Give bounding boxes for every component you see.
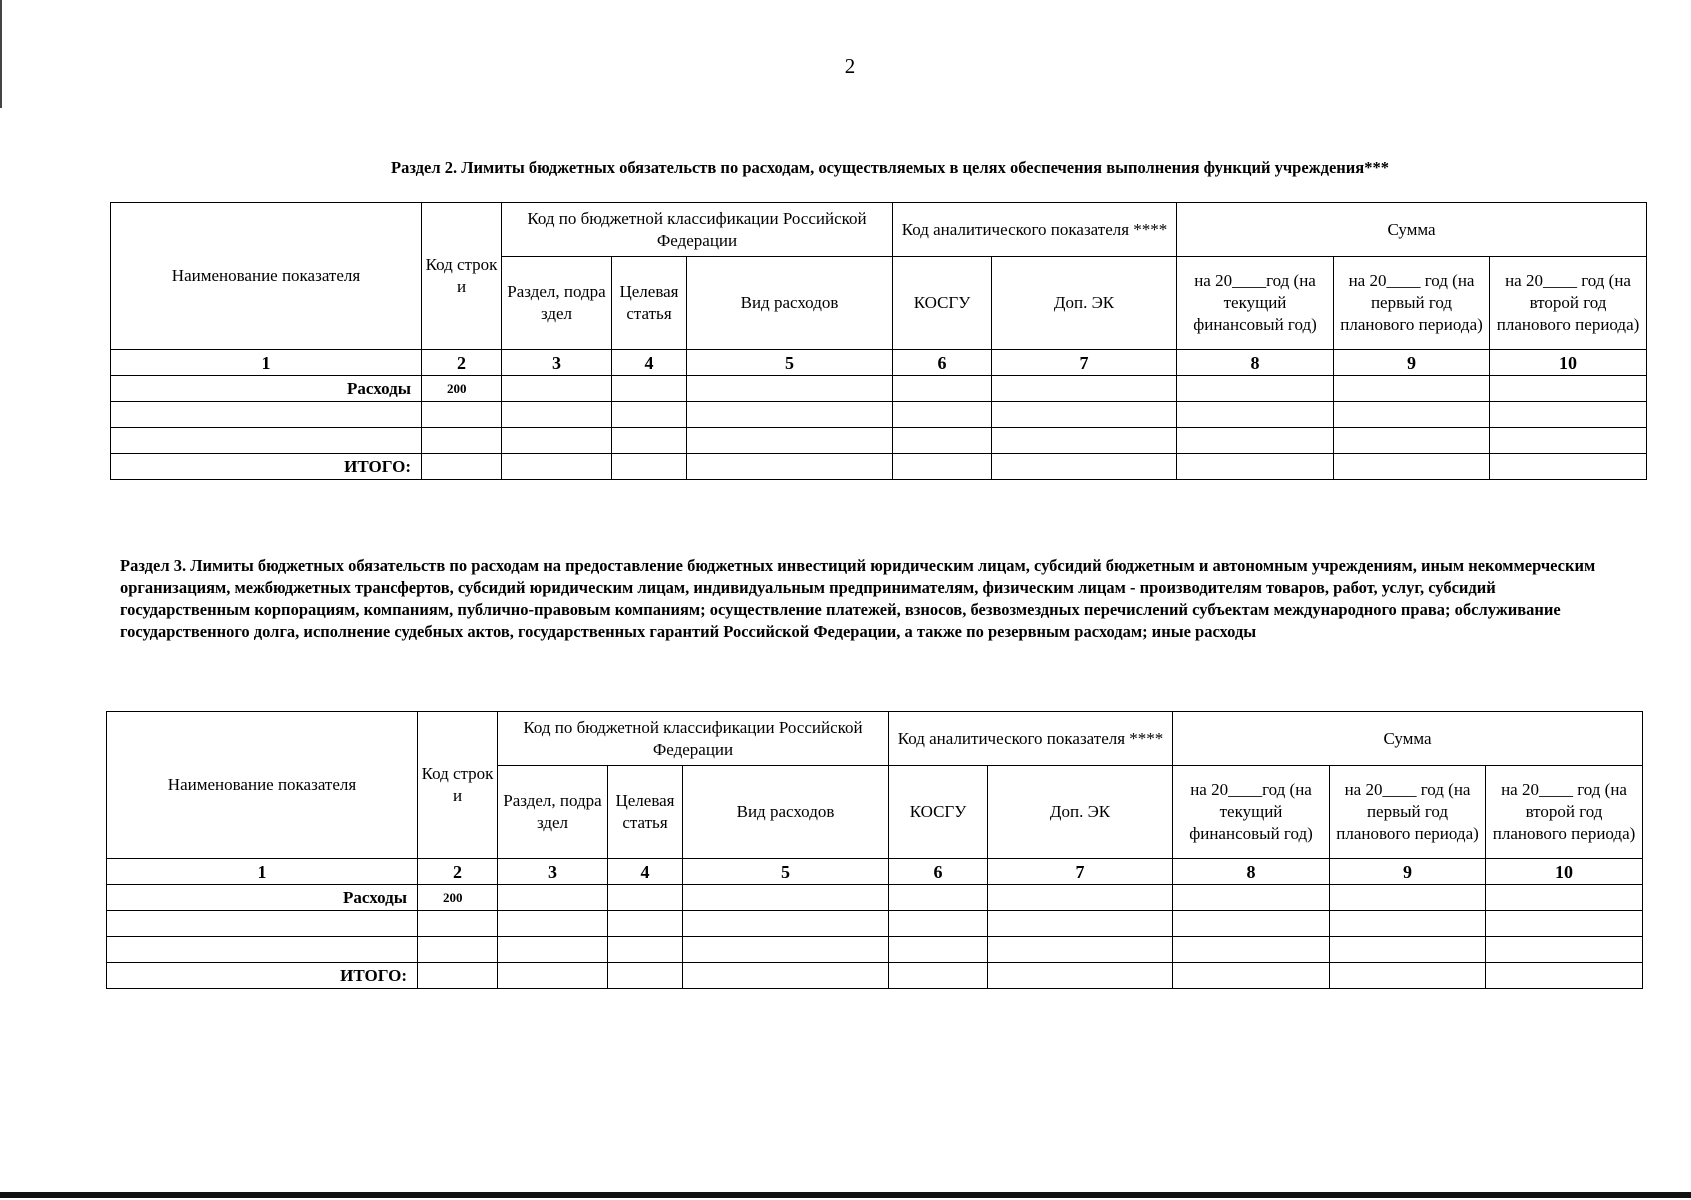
header-additional-ek: Доп. ЭК [988,766,1173,859]
empty-cell [889,911,988,937]
empty-cell [1177,454,1334,480]
empty-cell [1330,963,1486,989]
scan-bottom-edge [0,1192,1691,1198]
empty-cell [107,937,418,963]
column-number: 3 [502,350,612,376]
table-row [111,402,1647,428]
column-number: 5 [683,859,889,885]
empty-cell [988,963,1173,989]
empty-cell [502,402,612,428]
header-line-code: Код строки [418,712,498,859]
header-indicator-name: Наименование показателя [111,203,422,350]
header-kosgu: КОСГУ [889,766,988,859]
empty-cell [107,911,418,937]
section-2-title: Раздел 2. Лимиты бюджетных обязательств по расходам, осуществляемых в целях обеспечения выполнения функций учреждения*** [391,158,1389,177]
header-analytic-code: Код аналитического показателя **** [889,712,1173,766]
header-analytic-code: Код аналитического показателя **** [893,203,1177,257]
column-number: 7 [992,350,1177,376]
header-sum: Сумма [1177,203,1647,257]
header-year-current: на 20____год (на текущий финансовый год) [1173,766,1330,859]
header-target-article: Целевая статья [612,257,687,350]
empty-cell [687,402,893,428]
header-year-second-plan: на 20____ год (на второй год планового периода) [1490,257,1647,350]
header-target-article: Целевая статья [608,766,683,859]
empty-cell [498,963,608,989]
column-number: 9 [1330,859,1486,885]
empty-cell [612,428,687,454]
empty-cell [893,454,992,480]
column-number: 8 [1177,350,1334,376]
column-number: 10 [1490,350,1647,376]
table-row [111,376,1647,402]
empty-cell [992,376,1177,402]
empty-cell [1177,402,1334,428]
header-section-subsection: Раздел, подраздел [502,257,612,350]
row-code-expenses: 200 [422,376,502,402]
column-number: 7 [988,859,1173,885]
empty-cell [1173,963,1330,989]
column-number: 3 [498,859,608,885]
table-row [107,963,1643,989]
empty-cell [1330,911,1486,937]
empty-cell [608,937,683,963]
header-budget-classification: Код по бюджетной классификации Российской Федерации [498,712,889,766]
empty-cell [1173,937,1330,963]
row-code-expenses: 200 [418,885,498,911]
header-expense-type: Вид расходов [683,766,889,859]
empty-cell [498,937,608,963]
empty-cell [893,428,992,454]
empty-cell [992,402,1177,428]
empty-cell [608,911,683,937]
empty-cell [893,402,992,428]
empty-cell [422,428,502,454]
column-number: 2 [422,350,502,376]
header-indicator-name: Наименование показателя [107,712,418,859]
column-number: 1 [107,859,418,885]
empty-cell [1490,454,1647,480]
empty-cell [1486,937,1643,963]
empty-cell [988,885,1173,911]
section-3-table [106,711,1643,989]
header-section-subsection: Раздел, подраздел [498,766,608,859]
column-number: 10 [1486,859,1643,885]
empty-cell [502,428,612,454]
empty-cell [1334,428,1490,454]
column-number: 8 [1173,859,1330,885]
empty-cell [1334,376,1490,402]
empty-cell [612,376,687,402]
empty-cell [422,402,502,428]
empty-cell [889,963,988,989]
empty-cell [1490,428,1647,454]
header-additional-ek: Доп. ЭК [992,257,1177,350]
page-number: 2 [844,54,856,78]
empty-cell [608,885,683,911]
column-number: 6 [889,859,988,885]
table-row [107,937,1643,963]
empty-cell [683,963,889,989]
table-row [107,911,1643,937]
empty-cell [111,428,422,454]
empty-cell [988,911,1173,937]
empty-cell [687,428,893,454]
empty-cell [992,428,1177,454]
empty-cell [1486,885,1643,911]
header-year-second-plan: на 20____ год (на второй год планового периода) [1486,766,1643,859]
empty-cell [608,963,683,989]
empty-cell [502,454,612,480]
empty-cell [992,454,1177,480]
empty-cell [1490,402,1647,428]
column-number: 2 [418,859,498,885]
empty-cell [988,937,1173,963]
column-number: 4 [612,350,687,376]
header-kosgu: КОСГУ [893,257,992,350]
column-number: 4 [608,859,683,885]
empty-cell [1173,885,1330,911]
empty-cell [889,937,988,963]
row-label-expenses: Расходы [107,885,418,911]
empty-cell [612,402,687,428]
row-label-expenses: Расходы [111,376,422,402]
header-line-code: Код строки [422,203,502,350]
row-label-total: ИТОГО: [107,963,418,989]
empty-cell [683,937,889,963]
empty-cell [1486,911,1643,937]
table-row [111,428,1647,454]
column-number: 6 [893,350,992,376]
empty-cell [1330,937,1486,963]
empty-cell [418,937,498,963]
empty-cell [1330,885,1486,911]
header-sum: Сумма [1173,712,1643,766]
section-3-title: Раздел 3. Лимиты бюджетных обязательств по расходам на предоставление бюджетных инвестиций юридическим лицам, субсидий бюджетным и автономным учреждениям, иным некоммерческим организациям, межбюджетных трансфертов, субсидий юридическим лицам, индивидуальным предпринимателям, физическим лицам - производителям товаров, работ, услуг, субсидий государственным корпорациям, компаниям, публично-правовым компаниям; осуществление платежей, взносов, безвозмездных перечислений субъектам международного права; обслуживание государственного долга, исполнение судебных актов, государственных гарантий Российской Федерации, а также по резервным расходам; иные расходы [120,556,1596,641]
header-year-current: на 20____год (на текущий финансовый год) [1177,257,1334,350]
header-budget-classification: Код по бюджетной классификации Российской Федерации [502,203,893,257]
empty-cell [111,402,422,428]
empty-cell [612,454,687,480]
scan-edge-line [0,0,2,108]
empty-cell [687,454,893,480]
header-year-first-plan: на 20____ год (на первый год планового периода) [1330,766,1486,859]
empty-cell [1490,376,1647,402]
section-2-table [110,202,1647,480]
header-year-first-plan: на 20____ год (на первый год планового периода) [1334,257,1490,350]
empty-cell [687,376,893,402]
header-expense-type: Вид расходов [687,257,893,350]
empty-cell [502,376,612,402]
empty-cell [418,911,498,937]
empty-cell [418,963,498,989]
empty-cell [498,911,608,937]
empty-cell [683,911,889,937]
empty-cell [1177,376,1334,402]
empty-cell [1486,963,1643,989]
empty-cell [1334,402,1490,428]
empty-cell [422,454,502,480]
empty-cell [1177,428,1334,454]
column-number: 5 [687,350,893,376]
empty-cell [1334,454,1490,480]
empty-cell [498,885,608,911]
row-label-total: ИТОГО: [111,454,422,480]
empty-cell [683,885,889,911]
empty-cell [1173,911,1330,937]
table-row [111,454,1647,480]
empty-cell [893,376,992,402]
empty-cell [889,885,988,911]
column-number: 1 [111,350,422,376]
table-row [107,885,1643,911]
column-number: 9 [1334,350,1490,376]
